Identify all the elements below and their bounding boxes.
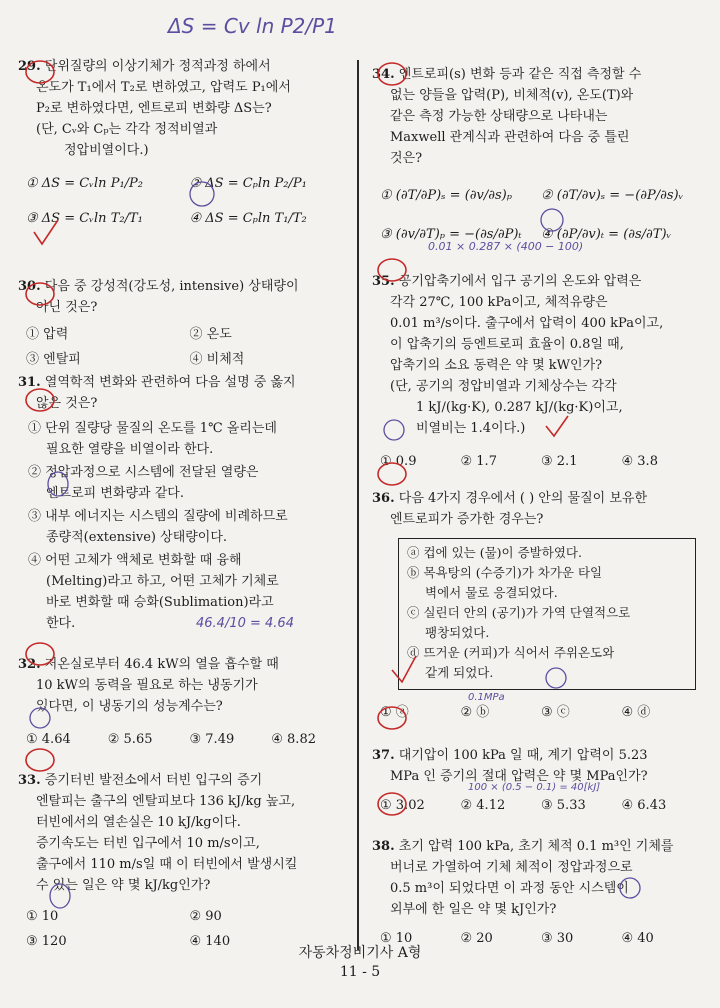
option-2[interactable]: ② 20	[460, 931, 493, 946]
handwritten-formula: ΔS = Cv ln P2/P1	[168, 14, 337, 38]
question-text: 다음 4가지 경우에서 ( ) 안의 물질이 보유한	[398, 491, 648, 506]
handwritten-note-q37: 0.1MPa	[468, 692, 505, 703]
handwritten-calc-q35: 0.01 × 0.287 × (400 − 100)	[428, 240, 584, 253]
option-1[interactable]: ① 3.02	[380, 798, 425, 813]
question-number: 31.	[18, 375, 41, 390]
option-3[interactable]: ③ ⓒ	[541, 705, 570, 720]
question-text: 공기압축기에서 입구 공기의 온도와 압력은	[398, 274, 642, 289]
question-text: 것은?	[390, 151, 423, 166]
question-text: 대기압이 100 kPa 일 때, 계기 압력이 5.23	[398, 748, 648, 763]
option-1[interactable]: ① ΔS = Cᵥln P₁/P₂	[26, 176, 143, 191]
box-item: 팽창되었다.	[425, 625, 490, 640]
option-2[interactable]: ② ⓑ	[460, 705, 490, 720]
question-number: 36.	[372, 491, 395, 506]
option-3[interactable]: ③ ΔS = Cᵥln T₂/T₁	[26, 211, 143, 226]
question-text: 각각 27℃, 100 kPa이고, 체적유량은	[390, 295, 608, 310]
question-text: 엔탈피는 출구의 엔탈피보다 136 kJ/kg 높고,	[36, 794, 296, 809]
statement-text: (Melting)라고 하고, 어떤 고체가 기체로	[46, 574, 279, 589]
option-4[interactable]: ④ ⓓ	[621, 705, 651, 720]
page-number: 11 - 5	[339, 964, 381, 980]
option-3[interactable]: ③ 120	[26, 934, 67, 949]
question-number: 33.	[18, 773, 41, 788]
question-31	[18, 372, 353, 634]
question-34	[372, 64, 702, 245]
question-text: 없는 양들을 압력(P), 비체적(v), 온도(T)와	[390, 88, 634, 103]
condition-box	[398, 538, 696, 690]
option-4[interactable]: ④ (∂P/∂v)ₜ = (∂s/∂T)ᵥ	[541, 227, 672, 242]
question-text: 출구에서 110 m/s일 때 이 터빈에서 발생시킬	[36, 857, 298, 872]
option-4[interactable]: ④ 8.82	[271, 732, 316, 747]
statement-3[interactable]	[28, 506, 353, 548]
question-note: 정압비열이다.)	[64, 143, 149, 158]
question-text: 증기터빈 발전소에서 터빈 입구의 증기	[44, 773, 263, 788]
option-1[interactable]: ① 0.9	[380, 454, 417, 469]
question-text: 같은 측정 가능한 상태량으로 나타내는	[390, 109, 608, 124]
question-text: 버너로 가열하여 기체 체적이 정압과정으로	[390, 860, 633, 875]
option-1[interactable]: ① 10	[26, 909, 59, 924]
question-35	[372, 271, 702, 472]
statement-text: 바로 변화할 때 승화(Sublimation)라고	[46, 595, 274, 610]
option-3[interactable]: ③ 엔탈피	[26, 352, 81, 367]
question-note: (단, Cᵥ와 Cₚ는 각각 정적비열과	[36, 122, 218, 137]
question-38	[372, 836, 702, 949]
question-text: P₂로 변하였다면, 엔트로피 변화량 ΔS는?	[36, 101, 272, 116]
statement-text: 엔트로피 변화량과 같다.	[46, 486, 184, 501]
question-text: 저온실로부터 46.4 kW의 열을 흡수할 때	[44, 657, 279, 672]
option-3[interactable]: ③ 5.33	[541, 798, 586, 813]
option-2[interactable]: ② (∂T/∂v)ₛ = −(∂P/∂s)ᵥ	[541, 188, 684, 203]
question-37	[372, 745, 702, 816]
statement-text: 종량적(extensive) 상태량이다.	[46, 530, 228, 545]
question-number: 32.	[18, 657, 41, 672]
statement-text: ① 단위 질량당 물질의 온도를 1℃ 올리는데	[28, 421, 277, 436]
option-2[interactable]: ② 온도	[189, 327, 232, 342]
statement-text: ③ 내부 에너지는 시스템의 질량에 비례하므로	[28, 509, 288, 524]
question-number: 29.	[18, 59, 41, 74]
question-note: 1 kJ/(kg·K), 0.287 kJ/(kg·K)이고,	[416, 400, 623, 415]
option-4[interactable]: ④ 비체적	[189, 352, 245, 367]
question-32	[18, 654, 353, 750]
statement-text: 한다.	[46, 616, 76, 631]
box-item: 벽에서 물로 응결되었다.	[425, 585, 558, 600]
left-column	[18, 56, 353, 962]
option-4[interactable]: ④ ΔS = Cₚln T₁/T₂	[189, 211, 307, 226]
question-text: 외부에 한 일은 약 몇 kJ인가?	[390, 902, 557, 917]
box-item: ⓐ 컵에 있는 (물)이 증발하였다.	[407, 545, 582, 560]
option-2[interactable]: ② 4.12	[460, 798, 506, 813]
question-text: 단위질량의 이상기체가 정적과정 하에서	[44, 59, 271, 74]
question-number: 34.	[372, 67, 395, 82]
question-30	[18, 276, 353, 367]
question-text: 엔트로피가 증가한 경우는?	[390, 512, 544, 527]
question-text: 터빈에서의 열손실은 10 kJ/kg이다.	[36, 815, 241, 830]
statement-1[interactable]	[28, 418, 353, 460]
option-3[interactable]: ③ 7.49	[189, 732, 235, 747]
option-3[interactable]: ③ (∂v/∂T)ₚ = −(∂s/∂P)ₜ	[380, 227, 522, 242]
option-3[interactable]: ③ 30	[541, 931, 574, 946]
option-3[interactable]: ③ 2.1	[541, 454, 578, 469]
question-note: 비열비는 1.4이다.)	[416, 421, 526, 436]
right-column	[372, 64, 702, 959]
question-note: (단, 공기의 정압비열과 기체상수는 각각	[390, 379, 617, 394]
option-4[interactable]: ④ 6.43	[621, 798, 667, 813]
option-1[interactable]: ① ⓐ	[380, 705, 409, 720]
question-text: 엔트로피(s) 변화 등과 같은 직접 측정할 수	[398, 67, 642, 82]
question-number: 30.	[18, 279, 41, 294]
statement-text: 필요한 열량을 비열이라 한다.	[46, 442, 214, 457]
question-text: 아닌 것은?	[36, 300, 98, 315]
question-text: 수 있는 일은 약 몇 kJ/kg인가?	[36, 878, 211, 893]
option-2[interactable]: ② 1.7	[460, 454, 497, 469]
handwritten-calc-q38: 100 × (0.5 − 0.1) = 40[kJ]	[468, 782, 601, 793]
question-number: 38.	[372, 839, 395, 854]
option-1[interactable]: ① 4.64	[26, 732, 71, 747]
question-text: 열역학적 변화와 관련하여 다음 설명 중 옳지	[44, 375, 296, 390]
footer-title: 자동차정비기사 A형	[298, 945, 422, 961]
question-number: 35.	[372, 274, 395, 289]
option-1[interactable]: ① 압력	[26, 327, 69, 342]
box-item: ⓓ 뜨거운 (커피)가 식어서 주위온도와	[407, 645, 615, 660]
box-item: ⓒ 실린더 안의 (공기)가 가역 단열적으로	[407, 605, 631, 620]
option-2[interactable]: ② 90	[189, 909, 222, 924]
option-4[interactable]: ④ 140	[189, 934, 231, 949]
question-text: MPa 인 증기의 절대 압력은 약 몇 MPa인가?	[390, 769, 648, 784]
question-text: 압축기의 소요 동력은 약 몇 kW인가?	[390, 358, 603, 373]
question-text: 있다면, 이 냉동기의 성능계수는?	[36, 699, 223, 714]
option-4[interactable]: ④ 3.8	[621, 454, 658, 469]
question-text: 다음 중 강성적(강도성, intensive) 상태량이	[44, 279, 299, 294]
statement-text: ④ 어떤 고체가 액체로 변화할 때 융해	[28, 553, 242, 568]
question-text: 증기속도는 터빈 입구에서 10 m/s이고,	[36, 836, 260, 851]
statement-text: ② 정압과정으로 시스템에 전달된 열량은	[28, 465, 259, 480]
question-text: 초기 압력 100 kPa, 초기 체적 0.1 m³인 기체를	[398, 839, 674, 854]
question-text: 0.01 m³/s이다. 출구에서 압력이 400 kPa이고,	[390, 316, 664, 331]
box-item: 같게 되었다.	[425, 665, 494, 680]
question-text: 이 압축기의 등엔트로피 효율이 0.8일 때,	[390, 337, 624, 352]
option-2[interactable]: ② 5.65	[107, 732, 153, 747]
question-text: 온도가 T₁에서 T₂로 변하였고, 압력도 P₁에서	[36, 80, 291, 95]
question-number: 37.	[372, 748, 395, 763]
question-33	[18, 770, 353, 952]
column-divider	[357, 60, 359, 950]
option-1[interactable]: ① (∂T/∂P)ₛ = (∂v/∂s)ₚ	[380, 188, 512, 203]
box-item: ⓑ 목욕탕의 (수증기)가 차가운 타일	[407, 565, 603, 580]
option-1[interactable]: ① 10	[380, 931, 413, 946]
handwritten-calc-q32: 46.4/10 = 4.64	[196, 616, 294, 631]
question-text: 않은 것은?	[36, 396, 98, 411]
question-text: 0.5 m³이 되었다면 이 과정 동안 시스템이	[390, 881, 629, 896]
question-29	[18, 56, 353, 234]
statement-2[interactable]	[28, 462, 353, 504]
statement-4[interactable]	[28, 550, 353, 634]
question-text: Maxwell 관계식과 관련하여 다음 중 틀린	[390, 130, 630, 145]
option-2[interactable]: ② ΔS = Cₚln P₂/P₁	[189, 176, 307, 191]
option-4[interactable]: ④ 40	[621, 931, 654, 946]
question-36	[372, 488, 702, 723]
question-text: 10 kW의 동력을 필요로 하는 냉동기가	[36, 678, 258, 693]
